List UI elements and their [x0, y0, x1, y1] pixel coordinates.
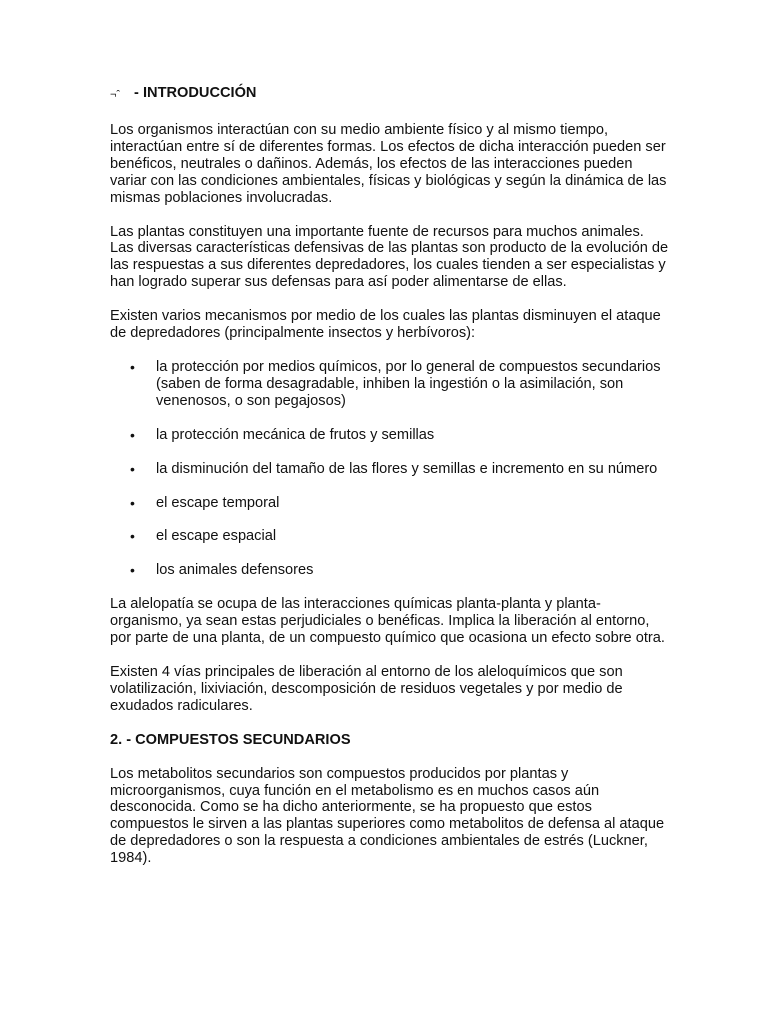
list-item: [110, 359, 670, 410]
paragraph-plantas: Las plantas constituyen una importante fuente de recursos para muchos animales. Las diversas características defensivas de las plantas son producto de la evolución de las respuestas a sus diferentes depredadores, los cuales tienden a ser especialistas y han logrado superar sus defensas para así poder alimentarse de ellas.: [110, 223, 669, 291]
list-item: [110, 461, 670, 478]
list-item-text: el escape temporal: [156, 494, 280, 511]
bullet-icon: •: [130, 460, 135, 477]
bullet-icon: •: [130, 494, 135, 511]
document-page: [110, 85, 670, 867]
bullet-icon: •: [130, 528, 135, 545]
bullet-icon: •: [130, 562, 135, 579]
heading-number-glyph: ¬ˆ: [110, 89, 121, 101]
list-item: [110, 562, 670, 579]
list-item-text: la protección por medios químicos, por lo general de compuestos secundarios (saben de forma desagradable, inhiben la ingestión o la asimilación, son venenosos, o son pegajosos): [156, 358, 661, 409]
list-item-text: el escape espacial: [156, 528, 277, 545]
paragraph-vias-liberacion: Existen 4 vías principales de liberación al entorno de los aleloquímicos que son volatilización, lixiviación, descomposición de residuos vegetales y por medio de exudados radiculares.: [110, 663, 623, 714]
mechanisms-list: [110, 359, 670, 579]
list-item: [110, 495, 670, 512]
paragraph-alelopatia: La alelopatía se ocupa de las interacciones químicas planta-planta y planta-organismo, ya sean estas perjudiciales o benéficas. Implica la liberación al entorno, por parte de una planta, de un compuesto químico que ocasiona un efecto sobre otra.: [110, 596, 665, 647]
section-heading-text: - INTRODUCCIÓN: [130, 85, 257, 101]
paragraph-metabolitos: Los metabolitos secundarios son compuestos producidos por plantas y microorganismos, cuya función en el metabolismo es en muchos casos aún desconocida. Como se ha dicho anteriormente, se ha propuesto que estos compuestos le sirven a las plantas superiores como metabolitos de defensa al ataque de depredadores o son la respuesta a condiciones ambientales de estrés (Luckner, 1984).: [110, 765, 665, 867]
paragraph-organismos: Los organismos interactúan con su medio ambiente físico y al mismo tiempo, interactúan entre sí de diferentes formas. Los efectos de dicha interacción pueden ser benéficos, neutrales o dañinos. Además, los efectos de las interacciones pueden variar con las condiciones ambientales, físicas y biológicas y según la dinámica de las mismas poblaciones involucradas.: [110, 122, 667, 206]
list-item-text: la disminución del tamaño de las flores y semillas e incremento en su número: [156, 460, 658, 477]
list-item: [110, 528, 670, 545]
bullet-icon: •: [130, 426, 135, 443]
list-item: [110, 427, 670, 444]
list-item-text: los animales defensores: [156, 562, 314, 579]
section-heading-introduccion: [110, 85, 670, 103]
section-heading-compuestos-secundarios: 2. - COMPUESTOS SECUNDARIOS: [110, 731, 351, 748]
list-item-text: la protección mecánica de frutos y semillas: [156, 426, 435, 443]
paragraph-mecanismos: Existen varios mecanismos por medio de los cuales las plantas disminuyen el ataque de depredadores (principalmente insectos y herbívoros):: [110, 308, 661, 342]
bullet-icon: •: [130, 358, 135, 375]
